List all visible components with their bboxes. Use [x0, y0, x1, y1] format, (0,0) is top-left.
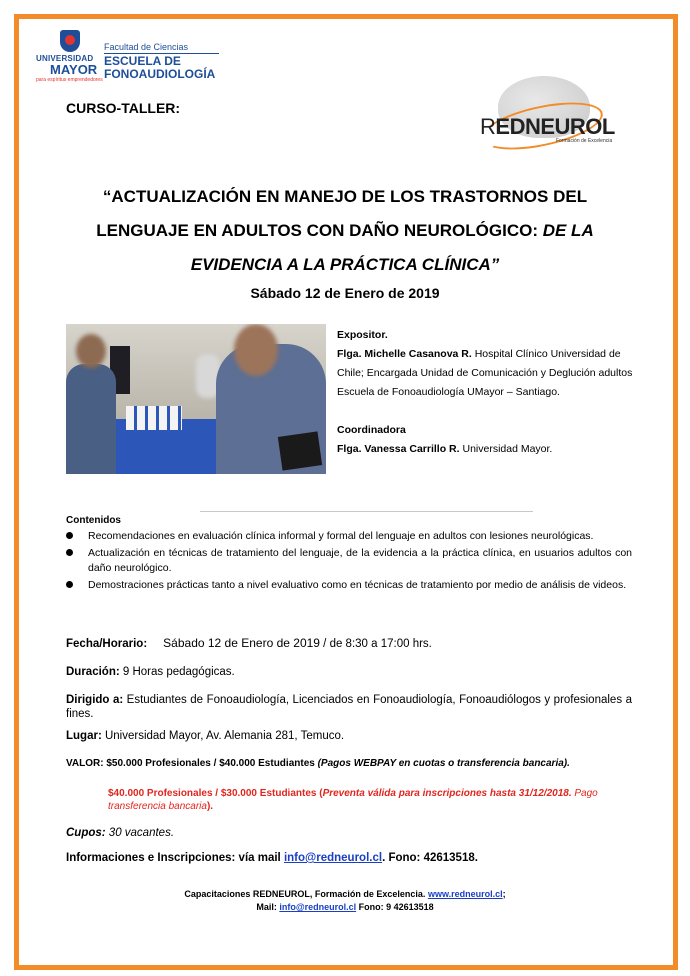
school-line1: ESCUELA DE — [104, 54, 181, 68]
footer-website-link[interactable]: www.redneurol.cl — [427, 889, 503, 899]
cupos-row: Cupos: 30 vacantes. — [66, 827, 175, 839]
bullet-icon — [66, 549, 73, 556]
valor-row: VALOR: $50.000 Profesionales / $40.000 Estudiantes (Pagos WEBPAY en cuotas o transferencia bancaria). — [66, 758, 570, 769]
contents-heading: Contenidos — [66, 515, 121, 526]
list-item: Demostraciones prácticas tanto a nivel evaluativo como en técnicas de tratamiento por medio de análisis de videos. — [66, 578, 632, 594]
coordinator-label: Coordinadora — [337, 424, 406, 436]
lugar-row: Lugar: Universidad Mayor, Av. Alemania 281, Temuco. — [66, 730, 345, 742]
coordinator-name: Flga. Vanessa Carrillo R. — [337, 443, 460, 455]
contents-list — [66, 529, 632, 594]
universidad-mayor-logo — [36, 30, 106, 83]
bullet-icon — [66, 581, 73, 588]
footer-email-link[interactable]: info@redneurol.cl — [279, 902, 357, 912]
um-tagline: para espíritus emprendedores — [36, 77, 103, 83]
list-item: Actualización en técnicas de tratamiento del lenguaje, de la evidencia a la práctica clínica, en usuarios adultos con daño neurológico. — [66, 546, 632, 577]
redneurol-logo — [470, 70, 630, 160]
info-email-link[interactable]: info@redneurol.cl — [283, 852, 383, 864]
duracion-row: Duración: 9 Horas pedagógicas. — [66, 666, 235, 678]
preventa-row: $40.000 Profesionales / $30.000 Estudiantes (Preventa válida para inscripciones hasta 31/12/2018. Pago transferencia bancaria). — [108, 788, 598, 812]
university-shield-icon — [60, 30, 80, 52]
um-line2: MAYOR — [50, 62, 98, 77]
workshop-photo — [66, 324, 326, 474]
expositor-name: Flga. Michelle Casanova R. — [337, 348, 472, 360]
brand-tagline: Formación de Excelencia — [556, 138, 613, 144]
info-row: Informaciones e Inscripciones: vía mail info@redneurol.cl. Fono: 42613518. — [66, 852, 478, 864]
faculty-logo — [104, 42, 219, 80]
coordinator-desc: Universidad Mayor. — [459, 443, 553, 455]
expositor-desc: Hospital Clínico Universidad de Chile; Encargada Unidad de Comunicación y Deglución adultos Escuela de Fonoaudiología UMayor – Santiago. — [337, 348, 633, 398]
fecha-row: Fecha/Horario: Sábado 12 de Enero de 2019 / de 8:30 a 17:00 hrs. — [66, 636, 432, 650]
course-date: Sábado 12 de Enero de 2019 — [250, 285, 440, 301]
bullet-icon — [66, 532, 73, 539]
speakers-block — [337, 326, 637, 459]
brand-name: REDNEUROL — [480, 114, 615, 139]
course-label: CURSO-TALLER: — [66, 100, 181, 116]
footer: Capacitaciones REDNEUROL, Formación de Excelencia. www.redneurol.cl; Mail: info@redneurol.cl Fono: 9 42613518 — [184, 889, 506, 912]
school-line2: FONOAUDIOLOGÍA — [104, 67, 216, 81]
um-line1: UNIVERSIDAD — [36, 54, 94, 63]
course-title: “ACTUALIZACIÓN EN MANEJO DE LOS TRASTORNOS DEL LENGUAJE EN ADULTOS CON DAÑO NEUROLÓGICO: DE LA EVIDENCIA A LA PRÁCTICA CLÍNICA” — [96, 187, 594, 274]
list-item: Recomendaciones en evaluación clínica informal y formal del lenguaje en adultos con lesiones neurológicas. — [66, 529, 632, 545]
divider — [200, 511, 533, 512]
dirigido-row: Dirigido a: Estudiantes de Fonoaudiología, Licenciados en Fonoaudiología, Fonoaudiólogos y profesionales a fines. — [66, 694, 632, 720]
expositor-label: Expositor. — [337, 329, 388, 341]
faculty-name: Facultad de Ciencias — [104, 42, 219, 54]
